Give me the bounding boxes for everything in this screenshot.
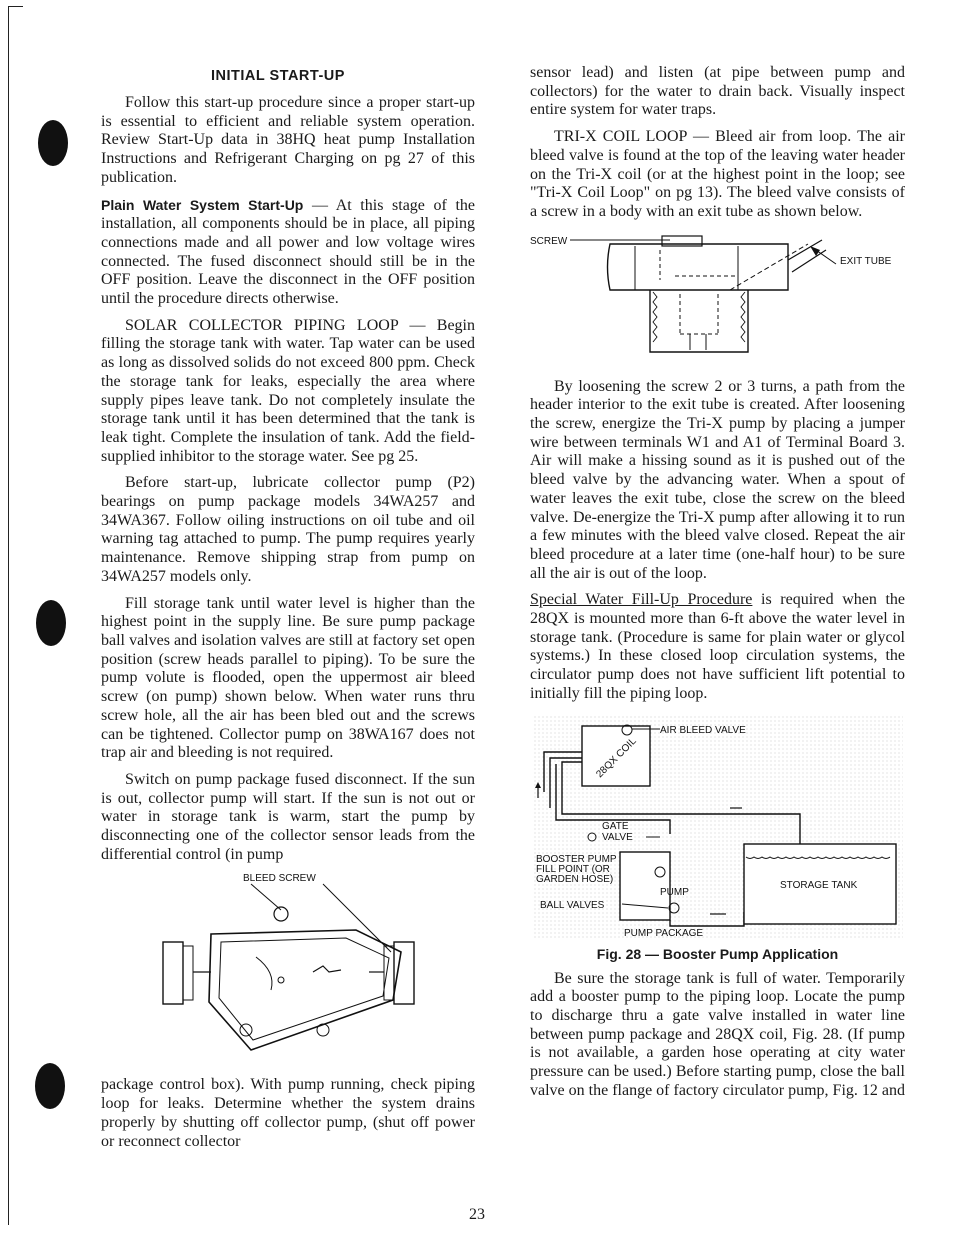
booster-label-1: BOOSTER PUMP [536,853,617,865]
figure-caption: Fig. 28 — Booster Pump Application [596,945,839,962]
booster-pump-figure [530,712,905,944]
pump-bleed-screw-figure [101,872,475,1072]
booster-label-3: GARDEN HOSE) [536,873,614,885]
valve-stem [650,290,748,352]
binder-hole-middle [36,600,66,646]
page-corner-mark [8,6,23,1225]
gate-valve-label-2: VALVE [602,831,633,843]
binder-hole-top [38,120,68,166]
loosen-screw-paragraph: By loosening the screw 2 or 3 turns, a path from the header interior to the exit tube is created. After loosening the screw, energize the Tri-X pump by placing a jumper wire between terminals W1 and A1 of Terminal Board 3. Air will make a hissing sound as it is pushed out of the bleed valve by the advancing water. When a spout of water leaves the exit tube, close the screw on the bleed valve. De-energize the Tri-X pump after allowing it to run a few minutes with the bleed valve closed. Repeat the air bleed procedure at a later time (one-half hour) to be sure all the air is out of the loop. [530,377,905,582]
exit-tube-path [730,244,808,290]
air-bleed-valve-label: AIR BLEED VALVE [660,724,746,736]
left-column [101,64,475,1159]
plain-water-paragraph [101,196,475,309]
special-fill-body: is required when the 28QX is mounted more than 6-ft above the water level in storage tank. (Procedure is same for plain water or glycol systems.) In these closed loop circulation systems, the circulator pump does not have sufficient lift potential to initially fill the piping loop. [530,591,906,702]
lubricate-paragraph: Before start-up, lubricate collector pump (P2) bearings on pump package models 34WA257 and 34WA367. Follow oiling instructions on oil tube and oil warning tag attached to pump. The pump requires yearly maintenance. Remove shipping strap from pump on 34WA257 models only. [101,474,475,585]
right-column [530,64,905,1109]
fill-tank-paragraph: Fill storage tank until water level is higher than the highest point in the supply line. Be sure pump package ball valves and isolation valves are still at factory set open position (screw heads parallel to piping). To be sure the pump volute is flooded, open the uppermost air bleed screw (on pump) shown below. When water runs thru screw hole, all the air has been bled out and the screws can be tightened. Collector pump on 38WA167 does not trap air and bleeding is not required. [101,594,475,762]
section-title: INITIAL START-UP [211,68,345,84]
bleed-screw-icon [274,907,288,921]
bleed-screw-label: BLEED SCREW [243,873,316,885]
intro-paragraph: Follow this start-up procedure since a proper start-up is essential to efficient and reliable system operation. Review Start-Up data in 38HQ heat pump Installation Instructions and Refrigerant Charging on pg 27 of this publication. [101,94,475,186]
bleed-valve-figure [530,230,905,370]
flow-arrow-icon [313,966,341,972]
pump-volute-outline [209,930,401,1050]
storage-tank-label: STORAGE TANK [780,879,858,891]
solar-collector-paragraph: SOLAR COLLECTOR PIPING LOOP — Begin filling the storage tank with water. Tap water can be used as long as dissolved solids do not exceed 800 ppm. Check the storage tank for leaks, especially the area where supply pipes leave tank. Do not completely insulate the storage tank until it has been determined that the tank is leak tight. Complete the insulation of tank. Add the field-supplied inhibitor to the storage water. See pg 25. [101,316,475,465]
storage-full-paragraph: Be sure the storage tank is full of water. Temporarily add a booster pump to the piping loop. Locate the pump to discharge thru a gate valve installed in water line between pump package and 28QX coil, Fig. 28. (If pump is not available, a garden hose operating at city water pressure can be used.) Before starting pump, close the ball valve on the flange of factory circulator pump, Fig. 12 and [530,969,905,1099]
plain-water-heading: Plain Water System Start-Up [101,196,304,213]
valve-screw-label: SCREW [530,235,568,247]
pump-package-box [620,852,670,920]
page-number: 23 [469,1206,485,1223]
special-fill-paragraph [530,591,905,703]
special-fill-heading: Special Water Fill-Up Procedure [530,591,753,609]
plain-water-body: — At this stage of the installation, all components should be in place, all piping connections made and all power and low voltage wires connected. The fused disconnect should still be in the OFF position. Leave the disconnect in the OFF position until the procedure directs otherwise. [101,196,475,308]
binder-hole-bottom [35,1063,65,1109]
pump-package-label: PUMP PACKAGE [624,927,704,939]
control-box-paragraph: package control box). With pump running, check piping loop for leaks. Determine whether the system drains properly by shutting off collector pump, (shut off power or reconnect collector [101,1076,475,1150]
pump-flange-left [163,942,183,1004]
switch-on-paragraph: Switch on pump package fused disconnect. If the sun is out, collector pump will start. If the sun is not out or water in storage tank is warm, start the pump by disconnecting one of the collector sensor leads from the differential control (in pump [101,770,475,863]
ball-valves-label: BALL VALVES [540,899,605,911]
gate-valve-label-1: GATE [602,820,629,832]
sensor-lead-paragraph: sensor lead) and listen (at pipe between pump and collectors) for the water to drain back. Visually inspect entire system for water traps. [530,64,905,119]
valve-exit-label: EXIT TUBE [840,255,892,267]
booster-label-2: FILL POINT (OR [536,863,610,875]
tri-x-coil-paragraph: TRI-X COIL LOOP — Bleed air from loop. The air bleed valve is found at the top of the leaving water header on the Tri-X coil (or at the highest point in the loop; see "Tri-X Coil Loop" on pg 13). The bleed valve consists of a screw in a body with an exit tube as shown below. [530,128,905,220]
pump-label: PUMP [660,886,689,898]
coil-label: 28QX COIL [594,735,639,780]
